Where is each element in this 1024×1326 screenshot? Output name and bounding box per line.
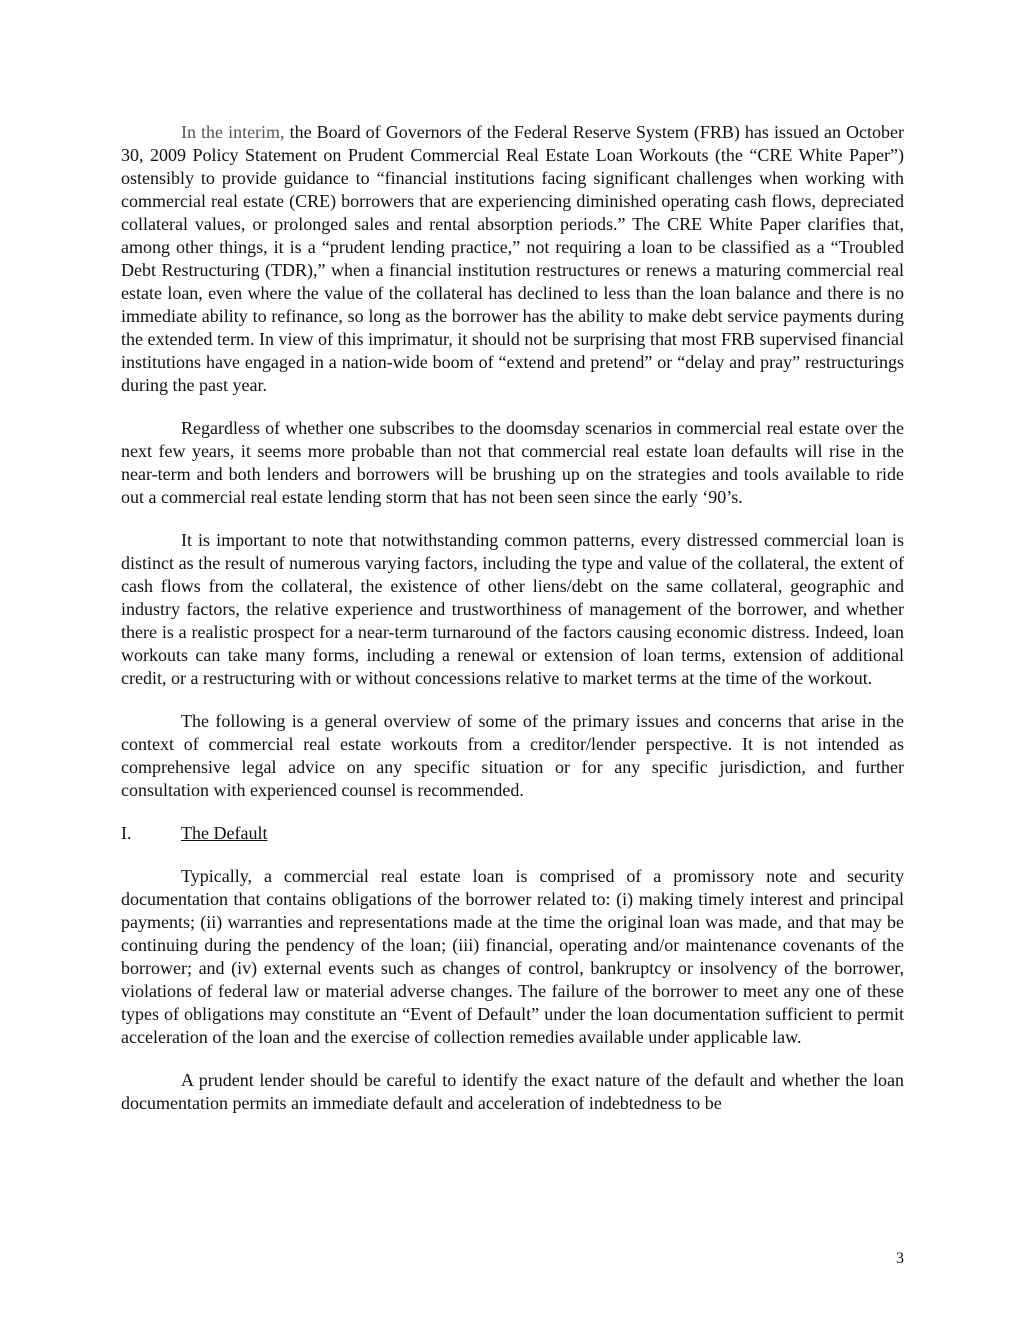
section-number: I. [121,823,132,843]
section-heading [121,822,904,845]
paragraph-text: the Board of Governors of the Federal Reserve System (FRB) has issued an October 30, 2009 Policy Statement on Prudent Commercial Real Estate Loan Workouts (the “CRE White Paper”) ostensibly to provide guidance to “financial institutions facing significant challenges when working with commercial real estate (CRE) borrowers that are experiencing diminished operating cash flows, depreciated collateral values, or prolonged sales and rental absorption periods.” The CRE White Paper clarifies that, among other things, it is a “prudent lending practice,” not requiring a loan to be classified as a “Troubled Debt Restructuring (TDR),” when a financial institution restructures or renews a maturing commercial real estate loan, even where the value of the collateral has declined to less than the loan balance and there is no immediate ability to refinance, so long as the borrower has the ability to make debt service payments during the extended term. In view of this imprimatur, it should not be surprising that most FRB supervised financial institutions have engaged in a nation-wide boom of “extend and pretend” or “delay and pray” restructurings during the past year. [121,122,904,395]
paragraph-prudent-lender: A prudent lender should be careful to identify the exact nature of the default and whether the loan documentation permits an immediate default and acceleration of indebtedness to be [121,1070,904,1113]
paragraph-general-overview: The following is a general overview of some of the primary issues and concerns that arise in the context of commercial real estate workouts from a creditor/lender perspective. It is not intended as comprehensive legal advice on any specific situation or for any specific jurisdiction, and further consultation with experienced counsel is recommended. [121,711,904,800]
paragraph-lead-in: In the interim, [181,122,285,142]
paragraph-loan-obligations: Typically, a commercial real estate loan is comprised of a promissory note and security documentation that contains obligations of the borrower related to: (i) making timely interest and principal payments; (ii) warranties and representations made at the time the original loan was made, and that may be continuing during the pendency of the loan; (iii) financial, operating and/or maintenance covenants of the borrower; and (iv) external events such as changes of control, bankruptcy or insolvency of the borrower, violations of federal law or material adverse changes. The failure of the borrower to meet any one of these types of obligations may constitute an “Event of Default” under the loan documentation sufficient to permit acceleration of the loan and the exercise of collection remedies available under applicable law. [121,866,904,1047]
document-body [121,121,904,1135]
page-number: 3 [896,1250,904,1267]
paragraph-frb-policy-statement [121,121,904,397]
paragraph-distressed-loans: It is important to note that notwithstanding common patterns, every distressed commercial loan is distinct as the result of numerous varying factors, including the type and value of the collateral, the extent of cash flows from the collateral, the existence of other liens/debt on the same collateral, geographic and industry factors, the relative experience and trustworthiness of management of the borrower, and whether there is a realistic prospect for a near-term turnaround of the factors causing economic distress. Indeed, loan workouts can take many forms, including a renewal or extension of loan terms, extension of additional credit, or a restructuring with or without concessions relative to market terms at the time of the workout. [121,530,904,688]
section-title: The Default [181,823,268,843]
paragraph-doomsday-scenarios: Regardless of whether one subscribes to the doomsday scenarios in commercial real estate over the next few years, it seems more probable than not that commercial real estate loan defaults will rise in the near-term and both lenders and borrowers will be brushing up on the strategies and tools available to ride out a commercial real estate lending storm that has not been seen since the early ‘90’s. [121,418,904,507]
